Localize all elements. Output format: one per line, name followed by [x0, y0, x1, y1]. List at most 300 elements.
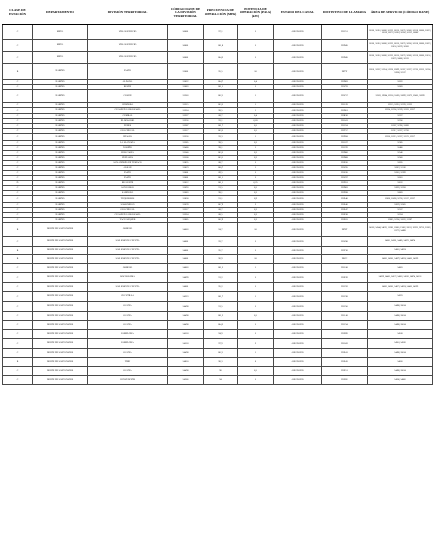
territorial-division-cell: POLICARPA — [88, 151, 168, 156]
column-header: POTENCIA DE OPERACIÓN (P.R.A) (kW) — [238, 2, 274, 25]
frequency-cell: 101,1 — [204, 181, 238, 186]
station-class-cell: C — [3, 25, 33, 40]
call-sign-cell: HJC50 — [322, 302, 368, 312]
channel-status-cell: ASIGNADO — [274, 255, 322, 264]
dane-code-cell: 52203 — [168, 90, 204, 103]
call-sign-cell: HJC34 — [322, 321, 368, 330]
call-sign-cell: HJC29 — [322, 146, 368, 151]
call-sign-cell: HJE46 — [322, 203, 368, 208]
service-area-cell: 54498, 20614 — [368, 367, 433, 376]
territorial-division-cell: ÁBREGO — [88, 264, 168, 273]
call-sign-cell: HJT57 — [322, 129, 368, 134]
territorial-division-cell: CUCUTILLA — [88, 292, 168, 302]
channel-status-cell: ASIGNADO — [274, 85, 322, 90]
dane-code-cell: 52019 — [168, 166, 204, 171]
department-cell: NARIÑO — [33, 124, 88, 129]
dane-code-cell: 52022 — [168, 80, 204, 85]
power-cell: 1 — [238, 90, 274, 103]
frequency-table — [2, 2, 433, 385]
dane-code-cell: 52678 — [168, 203, 204, 208]
channel-status-cell: ASIGNADO — [274, 264, 322, 273]
dane-code-cell: 54001 — [168, 283, 204, 292]
department-cell: NORTE DE SANTAN-DER — [33, 312, 88, 321]
dane-code-cell: 52224 — [168, 213, 204, 218]
station-class-cell: C — [3, 292, 33, 302]
station-class-cell: C — [3, 264, 33, 273]
service-area-cell: 52203, 59364, 52256, 52435, 52699, 52073, 52405, 52699 — [368, 90, 433, 103]
station-class-cell: C — [3, 134, 33, 141]
territorial-division-cell: SAN JOSÉ DE CÚCUTA — [88, 255, 168, 264]
service-area-cell: 52678, 52565 — [368, 203, 433, 208]
power-cell: 0,9 — [238, 196, 274, 203]
territorial-division-cell: SAN JOSÉ DE CÚCUTA — [88, 283, 168, 292]
call-sign-cell: HJE43 — [322, 358, 368, 367]
department-cell: NARIÑO — [33, 203, 88, 208]
power-cell: 0,5 — [238, 129, 274, 134]
frequency-cell: 102,1 — [204, 90, 238, 103]
frequency-cell: 101,8 — [204, 40, 238, 52]
dane-code-cell: 54810 — [168, 358, 204, 367]
power-cell: 1 — [238, 349, 274, 358]
power-cell: 0,03 — [238, 119, 274, 124]
dane-code-cell: 54001 — [168, 237, 204, 247]
call-sign-cell: HJTY — [322, 64, 368, 80]
service-area-cell: 54518 — [368, 330, 433, 339]
service-area-cell: 54518, 54520 — [368, 339, 433, 349]
table-row — [3, 283, 433, 292]
frequency-cell: 91,5 — [204, 302, 238, 312]
table-row — [3, 90, 433, 103]
service-area-cell: 52227 — [368, 114, 433, 119]
channel-status-cell: ASIGNADO — [274, 376, 322, 385]
frequency-cell: 97,1 — [204, 25, 238, 40]
territorial-division-cell: COLÓN — [88, 90, 168, 103]
frequency-cell: 101,3 — [204, 264, 238, 273]
territorial-division-cell: BELÉN — [88, 85, 168, 90]
service-area-cell: 50001, 50110, 50006, 50223, 50150, 50270, 50300, 50318, 50006, 50223, 50150, 50270, 50318, 50350, 50251, 50680 — [368, 25, 433, 40]
service-area-cell: 52256 — [368, 119, 433, 124]
call-sign-cell: HJE20 — [322, 161, 368, 166]
station-class-cell: C — [3, 213, 33, 218]
territorial-division-cell: SAN ANDRÉS DE TUMACO — [88, 161, 168, 166]
power-cell: 5 — [238, 330, 274, 339]
table-row — [3, 40, 433, 52]
power-cell: 0,3 — [238, 213, 274, 218]
power-cell: 0,4 — [238, 80, 274, 85]
department-cell: NARIÑO — [33, 90, 88, 103]
station-class-cell: B — [3, 247, 33, 255]
call-sign-cell: HJZC — [322, 255, 368, 264]
station-class-cell: C — [3, 349, 33, 358]
station-class-cell: C — [3, 146, 33, 151]
table-row — [3, 52, 433, 64]
channel-status-cell: ASIGNADO — [274, 283, 322, 292]
department-cell: NARIÑO — [33, 129, 88, 134]
channel-status-cell: ASIGNADO — [274, 40, 322, 52]
power-cell: 0,3 — [238, 218, 274, 223]
service-area-cell: 52287, 52760, 52683 — [368, 124, 433, 129]
service-area-cell: 52224 — [368, 213, 433, 218]
territorial-division-cell: CÓRDOBA — [88, 103, 168, 108]
territorial-division-cell: CUASPUD CARLOSAMA — [88, 108, 168, 114]
service-area-cell: 52560 — [368, 156, 433, 161]
channel-status-cell: ASIGNADO — [274, 247, 322, 255]
territorial-division-cell: GUACHUCAL — [88, 208, 168, 213]
channel-status-cell: ASIGNADO — [274, 218, 322, 223]
column-header: ÁREA DE SERVICIO (CÓDIGO DANE) — [368, 2, 433, 25]
channel-status-cell: ASIGNADO — [274, 223, 322, 237]
column-header: DISTINTIVO DE LLAMADA — [322, 2, 368, 25]
department-cell: NARIÑO — [33, 213, 88, 218]
dane-code-cell: 54498 — [168, 302, 204, 312]
frequency-cell: 102,9 — [204, 218, 238, 223]
channel-status-cell: ASIGNADO — [274, 156, 322, 161]
department-cell: META — [33, 25, 88, 40]
station-class-cell: D — [3, 181, 33, 186]
territorial-division-cell: BOCHALEMA — [88, 273, 168, 283]
department-cell: NORTE DE SANTAN-DER — [33, 223, 88, 237]
power-cell: 6 — [238, 358, 274, 367]
territorial-division-cell: PASTO — [88, 171, 168, 176]
dane-code-cell: 52356 — [168, 134, 204, 141]
channel-status-cell: ASIGNADO — [274, 321, 322, 330]
table-row — [3, 223, 433, 237]
department-cell: NARIÑO — [33, 114, 88, 119]
column-header: CÓDIGO DANE DE LA DIVISIÓN TERRITORIAL — [168, 2, 204, 25]
dane-code-cell: 52683 — [168, 191, 204, 196]
frequency-cell: 107,9 — [204, 203, 238, 208]
channel-status-cell: ASIGNADO — [274, 302, 322, 312]
station-class-cell: C — [3, 339, 33, 349]
call-sign-cell: HJD45 — [322, 40, 368, 52]
station-class-cell: C — [3, 80, 33, 85]
territorial-division-cell: SANDONÁ — [88, 191, 168, 196]
table-row — [3, 292, 433, 302]
territorial-division-cell: EL ROSARIO — [88, 119, 168, 124]
channel-status-cell: ASIGNADO — [274, 196, 322, 203]
service-area-cell: 54498, 20614 — [368, 302, 433, 312]
station-class-cell: C — [3, 273, 33, 283]
call-sign-cell: HJD61 — [322, 108, 368, 114]
service-area-cell: 54003, 54344, 54670, 15385, 15660, 15062, 20011, 20295, 20710, 20383, 20770, 54498 — [368, 223, 433, 237]
service-area-cell: 54001, 54874 — [368, 247, 433, 255]
channel-status-cell: ASIGNADO — [274, 273, 322, 283]
channel-status-cell: ASIGNADO — [274, 191, 322, 196]
call-sign-cell: HJK36 — [322, 114, 368, 119]
frequency-cell: 104,3 — [204, 52, 238, 64]
column-header: DEPARTAMENTO — [33, 2, 88, 25]
station-class-cell: C — [3, 203, 33, 208]
power-cell: 5 — [238, 273, 274, 283]
channel-status-cell: ASIGNADO — [274, 349, 322, 358]
power-cell: 0,3 — [238, 151, 274, 156]
department-cell: NARIÑO — [33, 108, 88, 114]
power-cell: 5 — [238, 85, 274, 90]
channel-status-cell: ASIGNADO — [274, 161, 322, 166]
department-cell: NARIÑO — [33, 141, 88, 146]
call-sign-cell: HJE51 — [322, 367, 368, 376]
frequency-cell: 100,7 — [204, 166, 238, 171]
table-row — [3, 25, 433, 40]
service-area-cell: 52480 — [368, 146, 433, 151]
channel-status-cell: ASIGNADO — [274, 367, 322, 376]
station-class-cell: C — [3, 108, 33, 114]
power-cell: 0,3 — [238, 191, 274, 196]
table-row — [3, 237, 433, 247]
dane-code-cell: 52838 — [168, 196, 204, 203]
power-cell: 5 — [238, 247, 274, 255]
call-sign-cell: HJA97 — [322, 141, 368, 146]
power-cell: 2 — [238, 339, 274, 349]
station-class-cell: C — [3, 124, 33, 129]
frequency-cell: 91,2 — [204, 273, 238, 283]
dane-code-cell: 52083 — [168, 85, 204, 90]
table-row — [3, 247, 433, 255]
territorial-division-cell: OCAÑA — [88, 321, 168, 330]
territorial-division-cell: GUACHUCAL — [88, 129, 168, 134]
power-cell: 1 — [238, 166, 274, 171]
dane-code-cell: 50001 — [168, 52, 204, 64]
frequency-cell: 91,1 — [204, 196, 238, 203]
channel-status-cell: ASIGNADO — [274, 25, 322, 40]
channel-status-cell: ASIGNADO — [274, 339, 322, 349]
channel-status-cell: ASIGNADO — [274, 166, 322, 171]
territorial-division-cell: ÁBREGO — [88, 223, 168, 237]
department-cell: NARIÑO — [33, 171, 88, 176]
frequency-cell: 98,1 — [204, 146, 238, 151]
service-area-cell: 54498, 20614 — [368, 321, 433, 330]
service-area-cell: 54206, 54800 — [368, 376, 433, 385]
call-sign-cell: HJP82 — [322, 376, 368, 385]
frequency-cell: 93,7 — [204, 237, 238, 247]
call-sign-cell: HJY36 — [322, 247, 368, 255]
call-sign-cell: HJD03 — [322, 186, 368, 191]
table-row — [3, 358, 433, 367]
dane-code-cell: 52480 — [168, 146, 204, 151]
dane-code-cell: 52317 — [168, 208, 204, 213]
department-cell: NORTE DE SANTAN-DER — [33, 349, 88, 358]
station-class-cell: C — [3, 129, 33, 134]
frequency-cell: 88,7 — [204, 161, 238, 166]
call-sign-cell: HJV57 — [322, 90, 368, 103]
service-area-cell: 52019, 52110 — [368, 166, 433, 171]
dane-code-cell: 52885 — [168, 218, 204, 223]
channel-status-cell: ASIGNADO — [274, 292, 322, 302]
territorial-division-cell: OCAÑA — [88, 349, 168, 358]
call-sign-cell: HJXT — [322, 223, 368, 237]
column-header: ESTADO DEL CANAL — [274, 2, 322, 25]
service-area-cell: 52683 — [368, 191, 433, 196]
call-sign-cell: HJE47 — [322, 208, 368, 213]
channel-status-cell: ASIGNADO — [274, 114, 322, 119]
call-sign-cell: HJD38 — [322, 191, 368, 196]
station-class-cell: C — [3, 237, 33, 247]
station-class-cell: C — [3, 367, 33, 376]
station-class-cell: C — [3, 312, 33, 321]
territorial-division-cell: TÚQUERRES — [88, 196, 168, 203]
department-cell: META — [33, 52, 88, 64]
frequency-cell: 104,7 — [204, 80, 238, 85]
station-class-cell: C — [3, 103, 33, 108]
call-sign-cell: HJV93 — [322, 85, 368, 90]
department-cell: NORTE DE SANTAN-DER — [33, 358, 88, 367]
station-class-cell: C — [3, 40, 33, 52]
territorial-division-cell: LA LLANADA — [88, 141, 168, 146]
dane-code-cell: 52317 — [168, 129, 204, 134]
dane-code-cell: 52215 — [168, 103, 204, 108]
power-cell: 0,3 — [238, 208, 274, 213]
power-cell: 5 — [238, 176, 274, 181]
power-cell: 1 — [238, 264, 274, 273]
power-cell: 10 — [238, 255, 274, 264]
call-sign-cell: HJD45 — [322, 52, 368, 64]
service-area-cell: 52083 — [368, 85, 433, 90]
frequency-cell: 96 — [204, 367, 238, 376]
dane-code-cell: 52001 — [168, 64, 204, 80]
department-cell: NARIÑO — [33, 166, 88, 171]
channel-status-cell: ASIGNADO — [274, 90, 322, 103]
service-area-cell: 54001, 54261, 54879, 54874, 54405, 54599 — [368, 255, 433, 264]
frequency-cell: 95,7 — [204, 247, 238, 255]
territorial-division-cell: OCAÑA — [88, 367, 168, 376]
frequency-cell: 94,9 — [204, 330, 238, 339]
channel-status-cell: ASIGNADO — [274, 124, 322, 129]
department-cell: NORTE DE SANTAN-DER — [33, 292, 88, 302]
power-cell: 10 — [238, 223, 274, 237]
station-class-cell: C — [3, 302, 33, 312]
channel-status-cell: ASIGNADO — [274, 176, 322, 181]
territorial-division-cell: PUPIALES — [88, 156, 168, 161]
frequency-cell: 101,1 — [204, 176, 238, 181]
dane-code-cell: 52224 — [168, 108, 204, 114]
territorial-division-cell: VILLAVICENCIO — [88, 52, 168, 64]
frequency-cell: 103,5 — [204, 129, 238, 134]
power-cell: 1 — [238, 292, 274, 302]
power-cell: 1 — [238, 146, 274, 151]
territorial-division-cell: PAMPLONA — [88, 339, 168, 349]
channel-status-cell: ASIGNADO — [274, 151, 322, 156]
department-cell: NORTE DE SANTAN-DER — [33, 283, 88, 292]
call-sign-cell: HJA82 — [322, 339, 368, 349]
frequency-cell: 95,5 — [204, 64, 238, 80]
department-cell: NORTE DE SANTAN-DER — [33, 302, 88, 312]
territorial-division-cell: OCAÑA — [88, 312, 168, 321]
channel-status-cell: ASIGNADO — [274, 330, 322, 339]
frequency-cell: 98,5 — [204, 141, 238, 146]
service-area-cell: 54003 — [368, 264, 433, 273]
dane-code-cell: 54223 — [168, 292, 204, 302]
call-sign-cell: HJV85 — [322, 166, 368, 171]
department-cell: META — [33, 40, 88, 52]
territorial-division-cell: RICAURTE — [88, 181, 168, 186]
station-class-cell: C — [3, 166, 33, 171]
power-cell: 5 — [238, 40, 274, 52]
frequency-cell: 98,5 — [204, 108, 238, 114]
station-class-cell: C — [3, 176, 33, 181]
department-cell: NARIÑO — [33, 85, 88, 90]
table-row — [3, 273, 433, 283]
station-class-cell: C — [3, 376, 33, 385]
table-row — [3, 64, 433, 80]
station-class-cell: C — [3, 90, 33, 103]
call-sign-cell: HJE63 — [322, 218, 368, 223]
frequency-cell: 104,3 — [204, 321, 238, 330]
power-cell: 0,5 — [238, 186, 274, 191]
service-area-cell: 52001, 52399 — [368, 171, 433, 176]
table-row — [3, 321, 433, 330]
service-area-cell: 50001, 50110, 50006, 50223, 50150, 50270, 50350, 50318, 50006, 50223, 50150, 50270, 50300 — [368, 40, 433, 52]
table-row — [3, 339, 433, 349]
table-row — [3, 302, 433, 312]
territorial-division-cell: CONVENCIÓN — [88, 376, 168, 385]
call-sign-cell: HJD58 — [322, 134, 368, 141]
dane-code-cell: 52227 — [168, 114, 204, 119]
territorial-division-cell: FUNES — [88, 124, 168, 129]
power-cell: 5 — [238, 52, 274, 64]
department-cell: NORTE DE SANTAN-DER — [33, 339, 88, 349]
territorial-division-cell: SAN PABLO — [88, 186, 168, 191]
dane-code-cell: 54498 — [168, 312, 204, 321]
department-cell: NARIÑO — [33, 186, 88, 191]
call-sign-cell: HJE38 — [322, 213, 368, 218]
service-area-cell: 52317, 52227, 52720 — [368, 129, 433, 134]
table-row — [3, 367, 433, 376]
power-cell: 1 — [238, 108, 274, 114]
power-cell: 0,5 — [238, 312, 274, 321]
department-cell: NARIÑO — [33, 64, 88, 80]
territorial-division-cell: CUASPUD CARLOSAMA — [88, 213, 168, 218]
service-area-cell: 50001, 50110, 50006, 50223, 50150, 50270, 50300, 50318, 50006, 50150, 50270, 50680, 50313 — [368, 52, 433, 64]
frequency-cell: 91,5 — [204, 186, 238, 191]
department-cell: NARIÑO — [33, 161, 88, 166]
channel-status-cell: ASIGNADO — [274, 312, 322, 321]
column-header: CLASE DE ESTACIÓN — [3, 2, 33, 25]
call-sign-cell: HJE41 — [322, 349, 368, 358]
column-header: FRECUENCIA DE OPERA-CIÓN (MHz) — [204, 2, 238, 25]
frequency-cell: 102,1 — [204, 349, 238, 358]
table-row — [3, 255, 433, 264]
column-header: DIVISIÓN TERRITORIAL — [88, 2, 168, 25]
frequency-cell: 90,3 — [204, 358, 238, 367]
frequency-cell: 88,7 — [204, 114, 238, 119]
dane-code-cell: 52612 — [168, 181, 204, 186]
territorial-division-cell: IPIALES — [88, 134, 168, 141]
dane-code-cell: 52001 — [168, 176, 204, 181]
frequency-cell: 103,5 — [204, 103, 238, 108]
territorial-division-cell: ALBÁN — [88, 166, 168, 171]
dane-code-cell: 54518 — [168, 330, 204, 339]
service-area-cell: 54001, 54261, 54405, 54673, 54874 — [368, 237, 433, 247]
dane-code-cell: 54003 — [168, 223, 204, 237]
power-cell: 1 — [238, 134, 274, 141]
territorial-division-cell: NARIÑO — [88, 146, 168, 151]
station-class-cell: B — [3, 255, 33, 264]
call-sign-cell: HJD06 — [322, 151, 368, 156]
department-cell: NARIÑO — [33, 176, 88, 181]
station-class-cell: C — [3, 114, 33, 119]
dane-code-cell: 54518 — [168, 339, 204, 349]
power-cell: 2 — [238, 203, 274, 208]
power-cell: 5 — [238, 283, 274, 292]
dane-code-cell: 50001 — [168, 25, 204, 40]
station-class-cell: C — [3, 85, 33, 90]
frequency-cell: 101,2 — [204, 312, 238, 321]
territorial-division-cell: SAMANIEGO — [88, 203, 168, 208]
department-cell: NORTE DE SANTAN-DER — [33, 255, 88, 264]
channel-status-cell: ASIGNADO — [274, 213, 322, 218]
power-cell: 0,5 — [238, 124, 274, 129]
department-cell: NORTE DE SANTAN-DER — [33, 264, 88, 273]
